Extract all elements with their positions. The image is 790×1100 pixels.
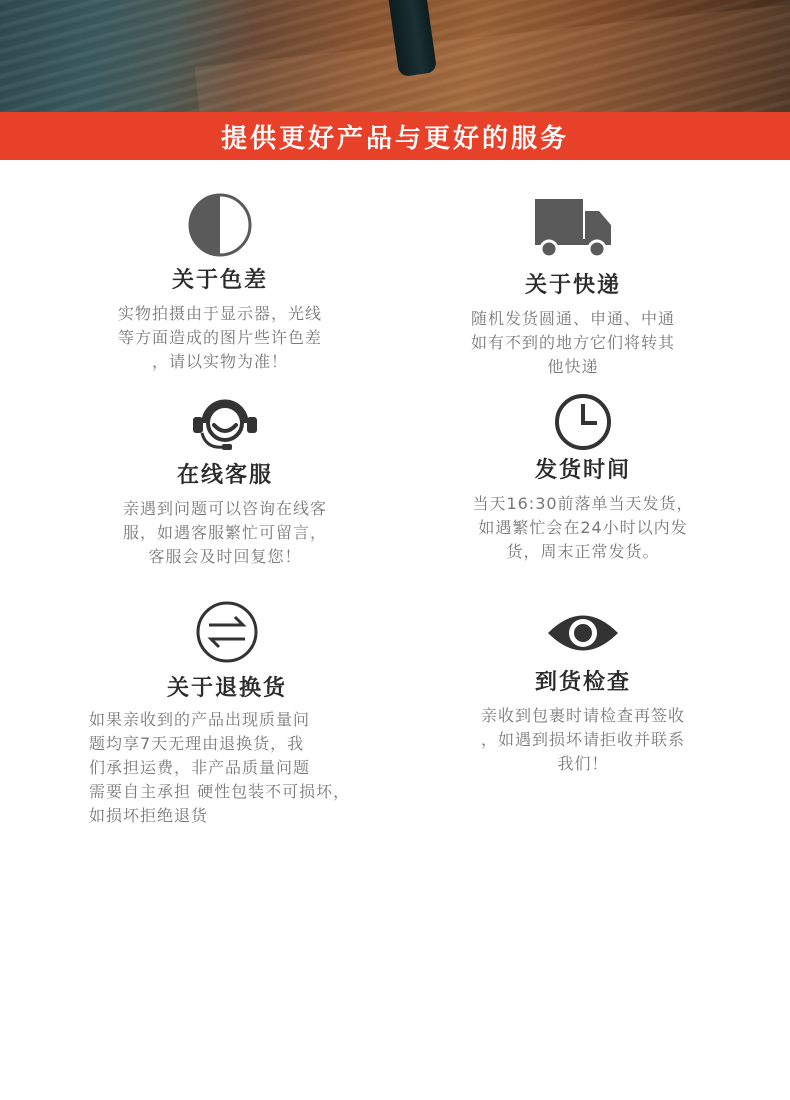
hero-photo [0, 0, 790, 112]
truck-icon [533, 195, 613, 259]
headset-icon [190, 393, 260, 455]
service-card-shipping-time [413, 392, 753, 564]
service-card-returns [57, 600, 397, 828]
service-card-express [403, 195, 743, 379]
service-title: 关于退换货 [166, 676, 287, 701]
service-desc: 当天16:30前落单当天发货， 如遇繁忙会在24小时以内发 货，周末正常发货。 [472, 494, 694, 561]
service-banner [0, 112, 790, 160]
eye-icon [546, 610, 620, 656]
service-card-support [55, 393, 395, 569]
service-title: 关于快递 [524, 273, 621, 298]
service-title: 发货时间 [534, 458, 631, 483]
clock-icon [553, 392, 613, 452]
service-card-inspection [413, 610, 753, 776]
service-card-color [50, 192, 390, 374]
banner-title: 提供更好产品与更好的服务 [220, 123, 569, 154]
service-desc: 如果亲收到的产品出现质量问 题均享7天无理由退换货，我 们承担运费，非产品质量问题 需要自主承担 硬性包装不可损坏， 如损坏拒绝退货 [89, 710, 351, 825]
service-desc: 亲收到包裹时请检查再签收 ，如遇到损坏请拒收并联系 我们！ [480, 706, 685, 773]
service-title: 到货检查 [534, 670, 631, 695]
exchange-arrows-icon [195, 600, 259, 664]
service-desc: 随机发货圆通、申通、中通 如有不到的地方它们将转其 他快递 [470, 309, 675, 376]
service-title: 在线客服 [176, 463, 273, 488]
service-desc: 亲遇到问题可以咨询在线客 服，如遇客服繁忙可留言， 客服会及时回复您！ [122, 499, 327, 566]
service-desc: 实物拍摄由于显示器，光线 等方面造成的图片些许色差 ，请以实物为准！ [117, 304, 322, 371]
service-title: 关于色差 [171, 268, 268, 293]
half-circle-icon [187, 192, 253, 258]
